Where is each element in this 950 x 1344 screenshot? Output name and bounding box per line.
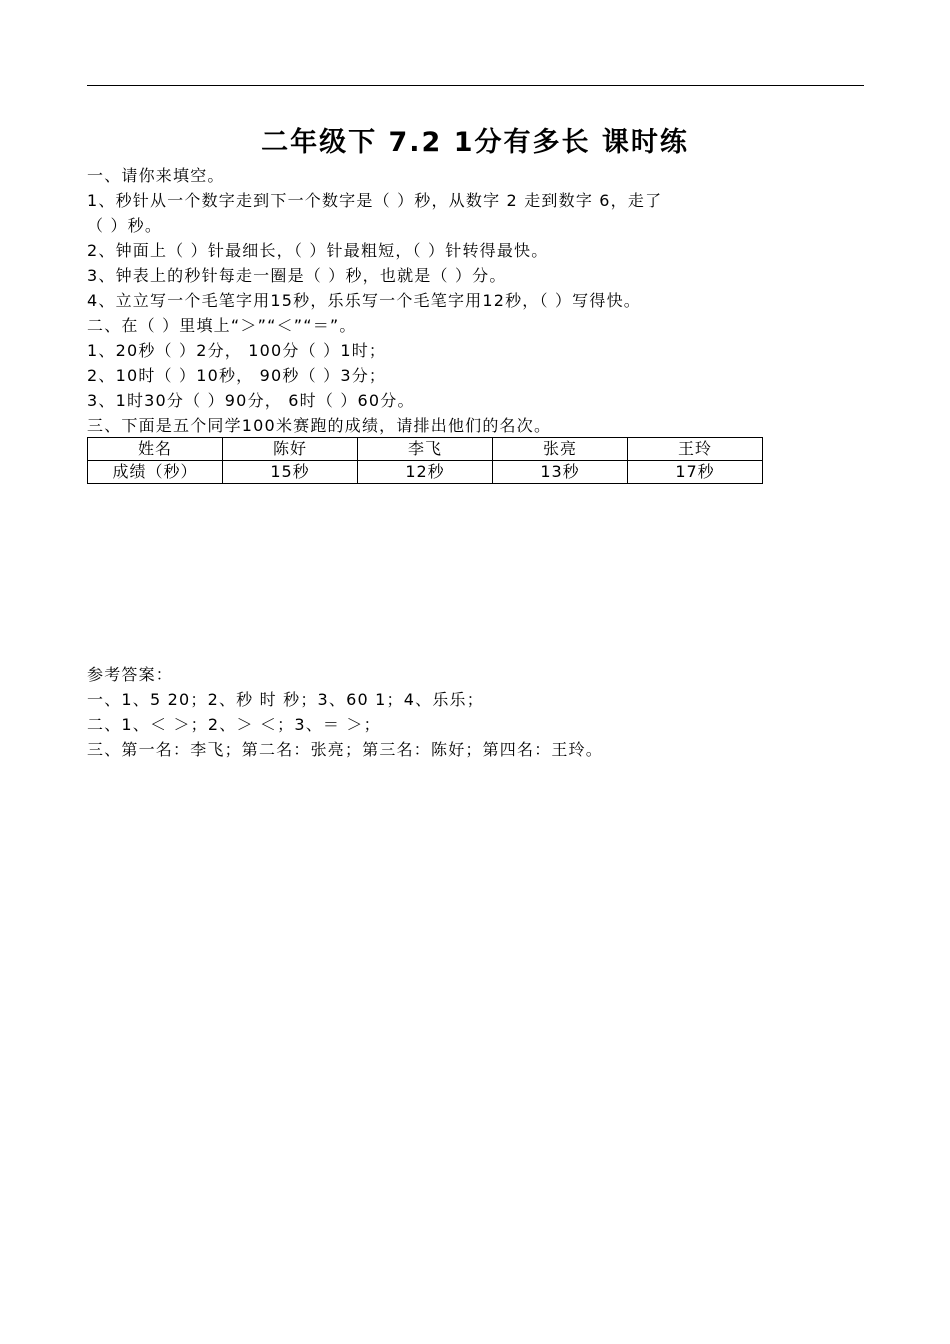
answers-block (87, 662, 867, 762)
answer-section-3: 三、第一名：李飞；第二名：张亮；第三名：陈好；第四名：王玲。 (87, 740, 604, 759)
section-1-heading: 一、请你来填空。 (87, 166, 225, 185)
question-1-4: 4、立立写一个毛笔字用15秒，乐乐写一个毛笔字用12秒，（ ）写得快。 (87, 291, 641, 310)
table-cell: 陈好 (223, 438, 358, 461)
race-results-table (87, 437, 763, 484)
answer-section-1: 一、1、5 20；2、秒 时 秒；3、60 1；4、乐乐； (87, 690, 484, 709)
header-rule (87, 85, 864, 86)
question-1-1-line-b: （ ）秒。 (87, 216, 163, 235)
table-row (88, 461, 763, 484)
table-cell: 成绩（秒） (88, 461, 223, 484)
table-header-row (88, 438, 763, 461)
table-cell: 王玲 (628, 438, 763, 461)
question-1-3: 3、钟表上的秒针每走一圈是（ ）秒，也就是（ ）分。 (87, 266, 507, 285)
page-title: 二年级下 7.2 1分有多长 课时练 (261, 127, 689, 158)
section-3-heading: 三、下面是五个同学100米赛跑的成绩，请排出他们的名次。 (87, 416, 552, 435)
answers-heading: 参考答案： (87, 665, 174, 684)
question-2-3: 3、1时30分（ ）90分， 6时（ ）60分。 (87, 391, 415, 410)
question-1-2: 2、钟面上（ ）针最细长，（ ）针最粗短，（ ）针转得最快。 (87, 241, 549, 260)
questions-block (87, 163, 867, 438)
question-2-1: 1、20秒（ ）2分， 100分（ ）1时； (87, 341, 387, 360)
question-2-2: 2、10时（ ）10秒， 90秒（ ）3分； (87, 366, 387, 385)
table-cell: 12秒 (358, 461, 493, 484)
answer-section-2: 二、1、＜ ＞；2、＞ ＜；3、＝ ＞； (87, 715, 381, 734)
table-cell: 15秒 (223, 461, 358, 484)
table-cell: 李飞 (358, 438, 493, 461)
table-cell: 张亮 (493, 438, 628, 461)
section-2-heading: 二、在（ ）里填上“＞”“＜”“＝”。 (87, 316, 357, 335)
question-1-1-line-a: 1、秒针从一个数字走到下一个数字是（ ）秒，从数字 2 走到数字 6，走了 (87, 191, 663, 210)
table-cell: 17秒 (628, 461, 763, 484)
table-cell: 姓名 (88, 438, 223, 461)
table-cell: 13秒 (493, 461, 628, 484)
